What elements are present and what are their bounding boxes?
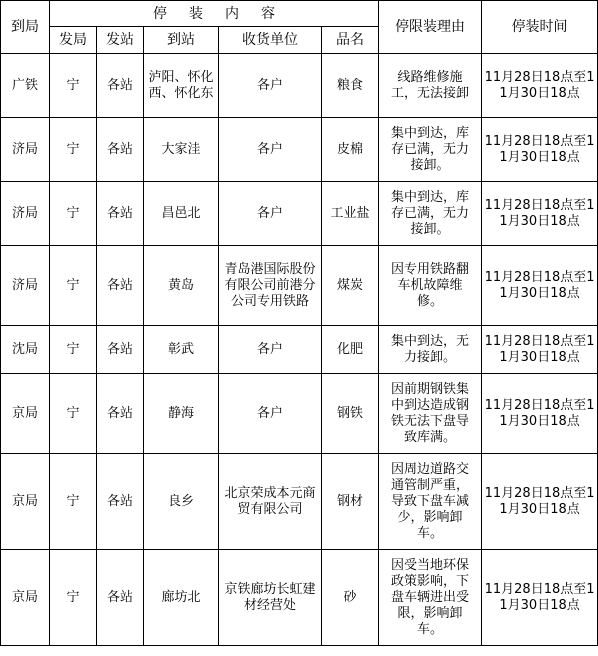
- cell-from-bureau: 宁: [50, 118, 97, 182]
- table-row: [1, 550, 598, 646]
- cell-goods: 砂: [322, 550, 379, 646]
- cell-from-station: 各站: [97, 550, 144, 646]
- cell-from-station: 各站: [97, 118, 144, 182]
- table-row: [1, 54, 598, 118]
- cell-period: 11月28日18点至11月30日18点: [482, 550, 598, 646]
- header-content-group: [50, 1, 379, 27]
- cell-consignee: 青岛港国际股份有限公司前港分公司专用铁路: [219, 246, 322, 326]
- cell-from-bureau: 宁: [50, 550, 97, 646]
- cell-consignee: 各户: [219, 54, 322, 118]
- cell-from-station: 各站: [97, 326, 144, 374]
- header-content-group-label: 停装内容: [153, 5, 298, 22]
- cell-consignee: 各户: [219, 118, 322, 182]
- header-reason: 停限装理由: [379, 1, 482, 54]
- cell-reason: 因前期钢铁集中到达造成钢铁无法下盘导致库满。: [379, 374, 482, 454]
- cell-reason: 因专用铁路翻车机故障维修。: [379, 246, 482, 326]
- cell-goods: 皮棉: [322, 118, 379, 182]
- cell-from-bureau: 宁: [50, 326, 97, 374]
- cell-bureau: 广铁: [1, 54, 50, 118]
- cell-from-station: 各站: [97, 374, 144, 454]
- cell-to-station: 泸阳、怀化西、怀化东: [144, 54, 219, 118]
- cell-bureau: 京局: [1, 454, 50, 550]
- header-to-station: 到站: [144, 27, 219, 54]
- cell-from-station: 各站: [97, 182, 144, 246]
- cell-bureau: 济局: [1, 182, 50, 246]
- cell-bureau: 济局: [1, 118, 50, 182]
- cell-period: 11月28日18点至11月30日18点: [482, 454, 598, 550]
- cell-consignee: 各户: [219, 374, 322, 454]
- cell-period: 11月28日18点至11月30日18点: [482, 326, 598, 374]
- cell-from-bureau: 宁: [50, 54, 97, 118]
- header-from-station: 发站: [97, 27, 144, 54]
- cell-to-station: 黄岛: [144, 246, 219, 326]
- cell-bureau: 京局: [1, 550, 50, 646]
- cell-from-bureau: 宁: [50, 246, 97, 326]
- cell-to-station: 廊坊北: [144, 550, 219, 646]
- cell-period: 11月28日18点至11月30日18点: [482, 54, 598, 118]
- cell-reason: 线路维修施工，无法接卸: [379, 54, 482, 118]
- table-row: [1, 454, 598, 550]
- cell-to-station: 静海: [144, 374, 219, 454]
- cell-consignee: 北京荣成本元商贸有限公司: [219, 454, 322, 550]
- cell-goods: 煤炭: [322, 246, 379, 326]
- cell-from-bureau: 宁: [50, 374, 97, 454]
- table-row: [1, 326, 598, 374]
- cell-from-bureau: 宁: [50, 182, 97, 246]
- cell-consignee: 各户: [219, 326, 322, 374]
- cell-from-bureau: 宁: [50, 454, 97, 550]
- cell-period: 11月28日18点至11月30日18点: [482, 118, 598, 182]
- cell-bureau: 济局: [1, 246, 50, 326]
- cell-to-station: 昌邑北: [144, 182, 219, 246]
- cell-goods: 粮食: [322, 54, 379, 118]
- cell-reason: 集中到达，库存已满，无力接卸。: [379, 118, 482, 182]
- cell-period: 11月28日18点至11月30日18点: [482, 182, 598, 246]
- table-row: [1, 374, 598, 454]
- cell-goods: 钢铁: [322, 374, 379, 454]
- cell-from-station: 各站: [97, 54, 144, 118]
- cell-consignee: 各户: [219, 182, 322, 246]
- cell-from-station: 各站: [97, 454, 144, 550]
- cell-period: 11月28日18点至11月30日18点: [482, 246, 598, 326]
- cell-consignee: 京铁廊坊长虹建材经营处: [219, 550, 322, 646]
- header-consignee: 收货单位: [219, 27, 322, 54]
- cell-goods: 化肥: [322, 326, 379, 374]
- cell-to-station: 彰武: [144, 326, 219, 374]
- header-from-bureau: 发局: [50, 27, 97, 54]
- cell-reason: 因受当地环保政策影响，下盘车辆进出受限，影响卸车。: [379, 550, 482, 646]
- header-period: 停装时间: [482, 1, 598, 54]
- cell-to-station: 大家洼: [144, 118, 219, 182]
- header-goods: 品名: [322, 27, 379, 54]
- cell-bureau: 京局: [1, 374, 50, 454]
- cell-to-station: 良乡: [144, 454, 219, 550]
- cell-from-station: 各站: [97, 246, 144, 326]
- cell-goods: 工业盐: [322, 182, 379, 246]
- cell-reason: 因周边道路交通管制严重，导致下盘车减少，影响卸车。: [379, 454, 482, 550]
- table-row: [1, 118, 598, 182]
- cell-goods: 钢材: [322, 454, 379, 550]
- table-row: [1, 182, 598, 246]
- header-bureau: 到局: [1, 1, 50, 54]
- cell-reason: 集中到达，无力接卸。: [379, 326, 482, 374]
- cell-period: 11月28日18点至11月30日18点: [482, 374, 598, 454]
- table-row: [1, 246, 598, 326]
- cell-bureau: 沈局: [1, 326, 50, 374]
- cell-reason: 集中到达，库存已满，无力接卸。: [379, 182, 482, 246]
